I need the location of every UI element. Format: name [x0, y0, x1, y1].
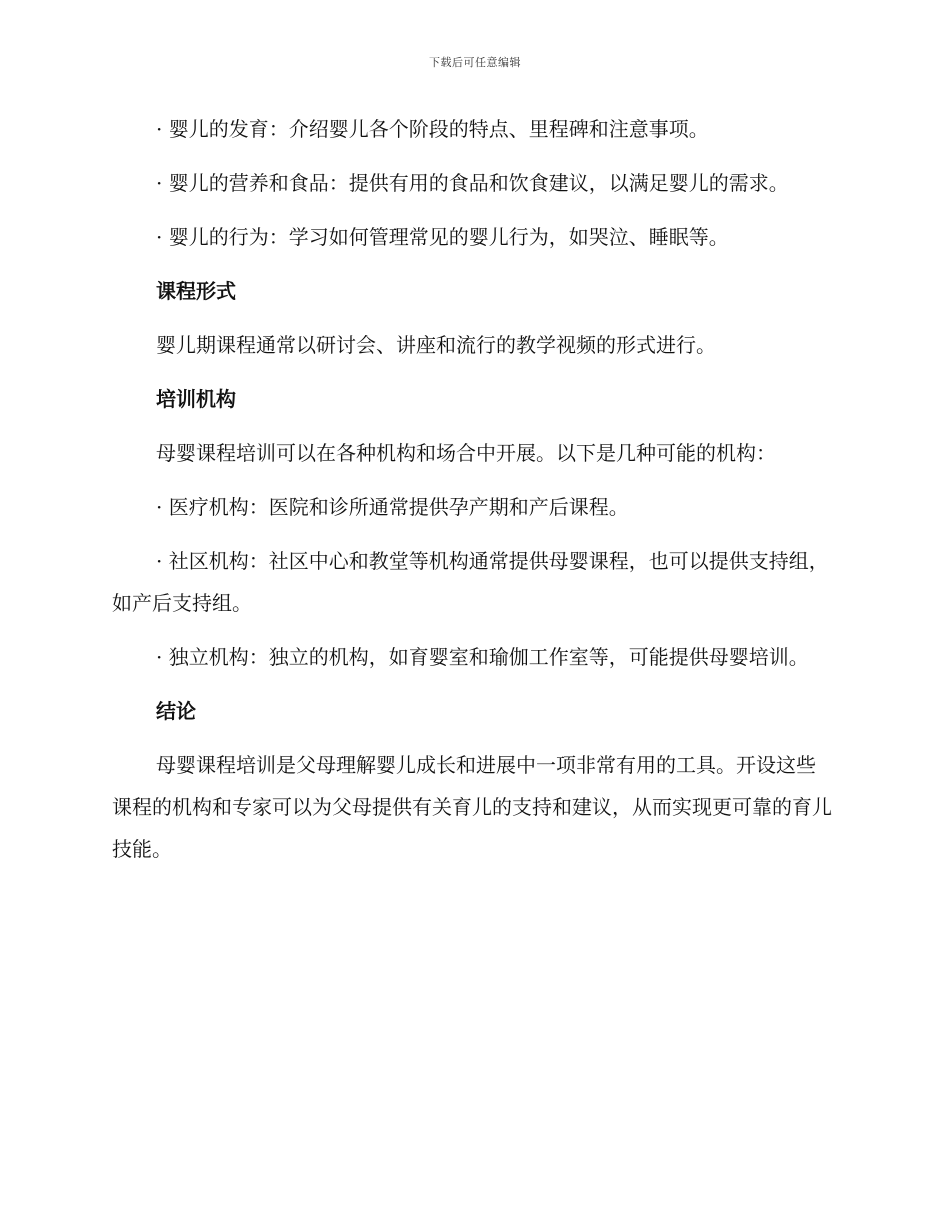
section-heading-course-format: 课程形式 [156, 279, 236, 303]
bullet-infant-nutrition: · 婴儿的营养和食品：提供有用的食品和饮食建议，以满足婴儿的需求。 [156, 171, 789, 195]
paragraph-conclusion: 母婴课程培训是父母理解婴儿成长和进展中一项非常有用的工具。开设这些课程的机构和专家可以为父母提供有关育儿的支持和建议，从而实现更可靠的育儿技能。 [112, 753, 832, 861]
section-heading-training-institutions: 培训机构 [156, 387, 236, 411]
bullet-community-institutions: · 社区机构：社区中心和教堂等机构通常提供母婴课程，也可以提供支持组，如产后支持组。 [112, 549, 829, 615]
bullet-independent-institutions: · 独立机构：独立的机构，如育婴室和瑜伽工作室等，可能提供母婴培训。 [156, 645, 809, 669]
section-heading-conclusion: 结论 [156, 699, 196, 723]
bullet-infant-behavior: · 婴儿的行为：学习如何管理常见的婴儿行为，如哭泣、睡眠等。 [156, 225, 729, 249]
paragraph-course-format: 婴儿期课程通常以研讨会、讲座和流行的教学视频的形式进行。 [156, 333, 716, 357]
bullet-infant-development: · 婴儿的发育：介绍婴儿各个阶段的特点、里程碑和注意事项。 [156, 117, 709, 141]
document-body [112, 108, 832, 882]
bullet-medical-institutions: · 医疗机构：医院和诊所通常提供孕产期和产后课程。 [156, 495, 629, 519]
paragraph-training-institutions: 母婴课程培训可以在各种机构和场合中开展。以下是几种可能的机构： [156, 441, 776, 465]
header-note: 下载后可任意编辑 [429, 56, 521, 69]
